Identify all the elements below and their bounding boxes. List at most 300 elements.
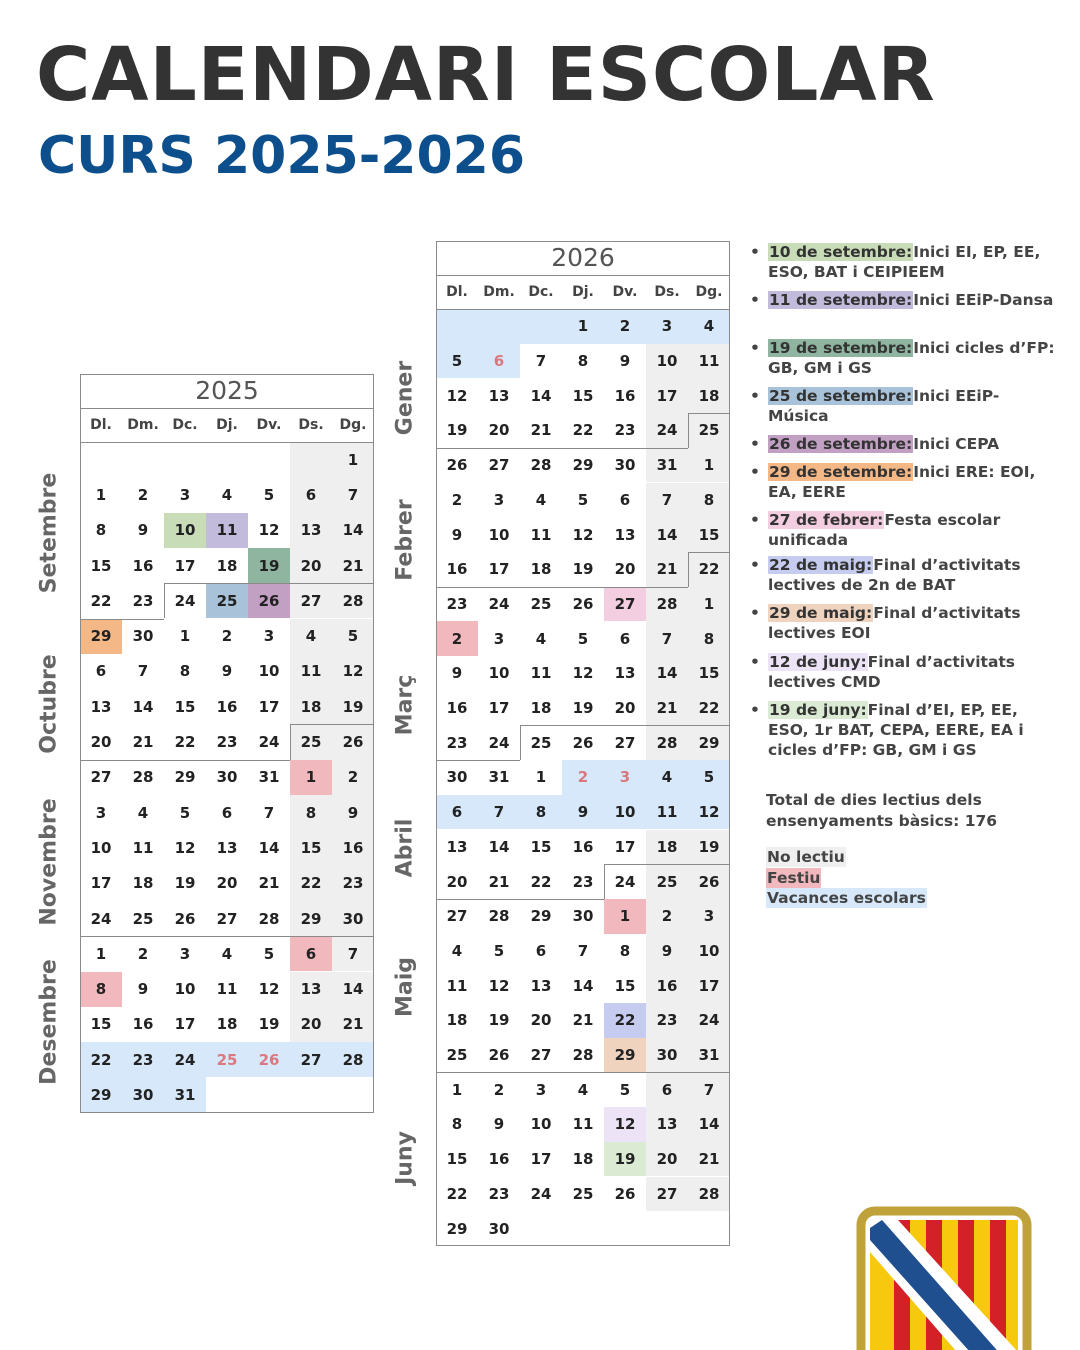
legend-date: 29 de maig: <box>769 604 873 622</box>
month-label: Març <box>392 674 418 736</box>
day-cell: 15 <box>446 1150 468 1169</box>
day-cell: 1 <box>332 442 374 477</box>
day-cell: 22 <box>604 1003 646 1038</box>
day-cell: 10 <box>604 795 646 830</box>
day-cell: 8 <box>688 621 730 656</box>
legend-item <box>748 603 1058 643</box>
legend-item <box>748 242 1058 282</box>
day-cell: 5 <box>493 941 505 960</box>
day-cell: 25 <box>530 594 552 613</box>
day-cell: 22 <box>688 552 730 587</box>
day-cell: 5 <box>577 490 589 509</box>
day-cell: 28 <box>572 1046 594 1065</box>
legend-date: 27 de febrer: <box>769 511 884 529</box>
day-cell: 25 <box>290 724 332 759</box>
day-cell: 27 <box>90 768 112 787</box>
day-cell: 24 <box>646 413 688 448</box>
day-cell: 26 <box>332 724 374 759</box>
day-cell: 12 <box>258 980 280 999</box>
day-cell: 17 <box>258 697 280 716</box>
day-cell: 24 <box>488 594 510 613</box>
day-cell: 8 <box>290 795 332 830</box>
day-cell: 20 <box>446 872 468 891</box>
day-cell: 29 <box>290 901 332 936</box>
day-cell: 13 <box>90 697 112 716</box>
day-cell: 17 <box>174 1015 196 1034</box>
weekday-header: Dj. <box>216 417 238 433</box>
month-label: Abril <box>392 818 418 878</box>
weekday-header: Dj. <box>572 284 594 300</box>
day-cell: 19 <box>572 560 594 579</box>
legend-date: 22 de maig: <box>769 556 873 574</box>
month-divider <box>436 587 688 588</box>
day-cell: 27 <box>488 456 510 475</box>
legend-text: Inici cicles d’FP: GB, GM i GS <box>768 339 1055 377</box>
day-cell: 22 <box>290 866 332 901</box>
day-cell: 16 <box>446 560 468 579</box>
day-cell: 27 <box>290 583 332 618</box>
day-cell: 5 <box>436 344 478 379</box>
page-subtitle: CURS 2025-2026 <box>38 126 526 186</box>
legend-item <box>748 700 1058 760</box>
day-cell: 30 <box>488 1219 510 1238</box>
day-cell: 27 <box>530 1046 552 1065</box>
day-cell: 10 <box>530 1115 552 1134</box>
day-cell: 22 <box>688 691 730 726</box>
day-cell: 4 <box>451 941 463 960</box>
day-cell: 25 <box>446 1046 468 1065</box>
month-divider <box>688 413 730 414</box>
day-cell: 4 <box>290 619 332 654</box>
day-cell: 15 <box>290 830 332 865</box>
day-cell: 19 <box>174 874 196 893</box>
day-cell: 21 <box>132 733 154 752</box>
day-cell: 10 <box>688 934 730 969</box>
day-cell: 25 <box>572 1184 594 1203</box>
day-cell: 25 <box>530 733 552 752</box>
day-cell: 11 <box>530 664 552 683</box>
day-cell: 28 <box>332 1042 374 1077</box>
calendar-year: 2026 <box>551 243 615 272</box>
day-cell: 27 <box>216 909 238 928</box>
day-cell: 25 <box>132 909 154 928</box>
day-cell: 7 <box>332 936 374 971</box>
day-cell: 4 <box>688 309 730 344</box>
day-cell: 13 <box>614 664 636 683</box>
day-cell: 2 <box>604 309 646 344</box>
day-cell: 1 <box>179 627 191 646</box>
day-cell: 8 <box>80 972 122 1007</box>
bullet-icon: • <box>750 463 760 481</box>
weekday-header: Dc. <box>528 284 554 300</box>
month-label: Gener <box>392 360 418 436</box>
day-cell: 3 <box>493 629 505 648</box>
bullet-icon: • <box>750 339 760 357</box>
day-cell: 25 <box>646 864 688 899</box>
day-cell: 30 <box>216 768 238 787</box>
day-cell: 4 <box>646 760 688 795</box>
weekday-header: Dl. <box>446 284 468 300</box>
legend-date: 25 de setembre: <box>769 387 913 405</box>
day-cell: 26 <box>174 909 196 928</box>
day-cell: 5 <box>619 1080 631 1099</box>
month-divider <box>80 760 290 761</box>
key-no-lectiu: No lectiu <box>767 848 845 866</box>
day-cell: 2 <box>646 899 688 934</box>
day-cell: 5 <box>179 803 191 822</box>
day-cell: 11 <box>530 525 552 544</box>
day-cell: 12 <box>488 976 510 995</box>
day-cell: 18 <box>216 556 238 575</box>
day-cell: 20 <box>290 1007 332 1042</box>
day-cell: 23 <box>572 872 594 891</box>
day-cell: 3 <box>179 485 191 504</box>
day-cell: 3 <box>263 627 275 646</box>
day-cell: 17 <box>614 837 636 856</box>
day-cell: 29 <box>688 725 730 760</box>
day-cell: 17 <box>530 1150 552 1169</box>
day-cell: 1 <box>604 899 646 934</box>
day-cell: 12 <box>446 386 468 405</box>
day-cell: 15 <box>90 1015 112 1034</box>
day-cell: 1 <box>451 1080 463 1099</box>
day-cell: 17 <box>90 874 112 893</box>
day-cell: 31 <box>646 448 688 483</box>
page-title: CALENDARI ESCOLAR <box>36 32 936 118</box>
legend-text: Inici EEiP-Música <box>768 387 1000 425</box>
day-cell: 28 <box>646 587 688 622</box>
legend-item <box>748 510 1058 550</box>
month-label: Octubre <box>36 654 62 754</box>
day-cell: 13 <box>290 972 332 1007</box>
day-cell: 9 <box>137 980 149 999</box>
day-cell: 23 <box>132 591 154 610</box>
day-cell: 20 <box>290 548 332 583</box>
day-cell: 21 <box>530 421 552 440</box>
month-label: Setembre <box>36 472 62 594</box>
day-cell: 7 <box>137 662 149 681</box>
bullet-icon: • <box>750 291 760 309</box>
day-cell: 8 <box>451 1115 463 1134</box>
month-label: Maig <box>392 956 418 1018</box>
day-cell: 21 <box>646 552 688 587</box>
day-cell: 24 <box>530 1184 552 1203</box>
day-cell: 16 <box>446 699 468 718</box>
day-cell: 26 <box>572 733 594 752</box>
day-cell: 16 <box>332 830 374 865</box>
weekday-header: Ds. <box>298 417 324 433</box>
legend-text: Inici CEPA <box>913 435 1000 453</box>
day-cell: 30 <box>446 768 468 787</box>
day-cell: 18 <box>646 830 688 865</box>
day-cell: 17 <box>646 378 688 413</box>
calendar-2025 <box>36 374 374 1113</box>
day-cell: 10 <box>488 664 510 683</box>
day-cell: 15 <box>688 656 730 691</box>
day-cell: 14 <box>530 386 552 405</box>
day-cell: 19 <box>258 1015 280 1034</box>
day-cell: 7 <box>478 795 520 830</box>
day-cell: 15 <box>90 556 112 575</box>
legend-date: 11 de setembre: <box>769 291 913 309</box>
day-cell: 18 <box>530 699 552 718</box>
empty-day <box>436 309 478 344</box>
month-divider <box>688 552 689 587</box>
day-cell: 23 <box>446 733 468 752</box>
day-cell: 10 <box>488 525 510 544</box>
day-cell: 26 <box>572 594 594 613</box>
day-cell: 17 <box>488 560 510 579</box>
header-divider <box>436 275 730 276</box>
day-cell: 9 <box>493 1115 505 1134</box>
day-cell: 9 <box>221 662 233 681</box>
header-divider <box>436 309 730 310</box>
day-cell: 21 <box>572 1011 594 1030</box>
day-cell: 19 <box>688 830 730 865</box>
legend-text: Final d’EI, EP, EE, ESO, 1r BAT, CEPA, EERE, EA i cicles d’FP: GB, GM i GS <box>768 701 1024 759</box>
day-cell: 6 <box>535 941 547 960</box>
day-cell: 31 <box>164 1077 206 1112</box>
day-cell: 1 <box>95 485 107 504</box>
day-cell: 3 <box>95 803 107 822</box>
day-cell: 26 <box>248 1042 290 1077</box>
month-divider <box>164 583 165 618</box>
day-cell: 28 <box>530 456 552 475</box>
day-cell: 12 <box>174 838 196 857</box>
weekday-header: Dm. <box>483 284 515 300</box>
day-cell: 23 <box>122 1042 164 1077</box>
day-cell: 28 <box>688 1177 730 1212</box>
day-cell: 16 <box>488 1150 510 1169</box>
month-label: Desembre <box>36 959 62 1085</box>
day-cell: 26 <box>488 1046 510 1065</box>
day-cell: 24 <box>90 909 112 928</box>
day-cell: 9 <box>451 525 463 544</box>
day-cell: 14 <box>332 513 374 548</box>
day-cell: 20 <box>614 560 636 579</box>
day-cell: 21 <box>332 1007 374 1042</box>
day-cell: 28 <box>132 768 154 787</box>
day-cell: 16 <box>646 968 688 1003</box>
day-cell: 7 <box>646 483 688 518</box>
day-cell: 14 <box>132 697 154 716</box>
day-cell: 25 <box>688 413 730 448</box>
day-cell: 11 <box>206 513 248 548</box>
day-cell: 23 <box>332 866 374 901</box>
day-cell: 8 <box>95 521 107 540</box>
bullet-icon: • <box>750 604 760 622</box>
day-cell: 11 <box>446 976 468 995</box>
day-cell: 18 <box>290 689 332 724</box>
day-cell: 22 <box>572 421 594 440</box>
day-cell: 29 <box>446 1219 468 1238</box>
legend-date: 29 de setembre: <box>769 463 913 481</box>
day-cell: 14 <box>488 837 510 856</box>
day-cell: 30 <box>122 1077 164 1112</box>
total-school-days: Total de dies lectius dels ensenyaments bàsics: 176 <box>766 791 998 830</box>
key-festiu: Festiu <box>767 869 821 887</box>
day-cell: 20 <box>90 733 112 752</box>
day-cell: 12 <box>688 795 730 830</box>
day-cell: 25 <box>206 583 248 618</box>
month-divider <box>436 899 604 900</box>
day-cell: 26 <box>446 456 468 475</box>
day-cell: 20 <box>530 1011 552 1030</box>
day-cell: 2 <box>332 760 374 795</box>
weekday-header: Dg. <box>695 284 723 300</box>
day-cell: 10 <box>646 344 688 379</box>
day-cell: 31 <box>258 768 280 787</box>
day-cell: 24 <box>174 591 196 610</box>
day-cell: 19 <box>604 1142 646 1177</box>
day-cell: 16 <box>614 386 636 405</box>
day-cell: 29 <box>80 619 122 654</box>
day-cell: 24 <box>614 872 636 891</box>
legend-text: Inici EEiP-Dansa <box>913 291 1054 309</box>
day-cell: 4 <box>137 803 149 822</box>
day-cell: 15 <box>174 697 196 716</box>
day-cell: 30 <box>646 1038 688 1073</box>
day-cell: 12 <box>572 525 594 544</box>
weekday-header: Dm. <box>127 417 159 433</box>
day-cell: 1 <box>562 309 604 344</box>
bullet-icon: • <box>750 511 760 529</box>
day-cell: 16 <box>216 697 238 716</box>
day-cell: 1 <box>290 760 332 795</box>
bullet-icon: • <box>750 556 760 574</box>
day-cell: 23 <box>646 1003 688 1038</box>
day-cell: 9 <box>451 664 463 683</box>
day-cell: 6 <box>478 344 520 379</box>
day-cell: 30 <box>572 907 594 926</box>
day-cell: 9 <box>332 795 374 830</box>
calendar-2026 <box>392 241 730 1246</box>
day-cell: 4 <box>221 485 233 504</box>
day-cell: 13 <box>488 386 510 405</box>
day-cell: 18 <box>688 378 730 413</box>
day-cell: 8 <box>577 352 589 371</box>
day-cell: 20 <box>614 699 636 718</box>
day-cell: 3 <box>604 760 646 795</box>
day-cell: 21 <box>646 691 688 726</box>
day-cell: 2 <box>451 490 463 509</box>
day-cell: 4 <box>535 629 547 648</box>
day-cell: 6 <box>95 662 107 681</box>
day-cell: 16 <box>132 1015 154 1034</box>
day-cell: 4 <box>577 1080 589 1099</box>
weekday-header: Dv. <box>612 284 638 300</box>
day-cell: 4 <box>221 944 233 963</box>
day-cell: 11 <box>646 795 688 830</box>
day-cell: 4 <box>535 490 547 509</box>
day-cell: 27 <box>290 1042 332 1077</box>
day-cell: 19 <box>446 421 468 440</box>
day-cell: 2 <box>493 1080 505 1099</box>
legend-date: 19 de juny: <box>769 701 867 719</box>
govern-illes-balears-shield-icon <box>856 1206 1032 1350</box>
month-divider <box>290 724 291 759</box>
day-cell: 21 <box>258 874 280 893</box>
month-divider <box>164 583 374 584</box>
day-cell: 11 <box>572 1115 594 1134</box>
day-cell: 29 <box>604 1038 646 1073</box>
day-cell: 26 <box>614 1184 636 1203</box>
day-cell: 14 <box>332 972 374 1007</box>
day-cell: 21 <box>688 1142 730 1177</box>
month-label: Febrer <box>392 499 418 581</box>
key-vacances: Vacances escolars <box>767 889 926 907</box>
day-cell: 27 <box>446 907 468 926</box>
day-cell: 29 <box>530 907 552 926</box>
day-cell: 21 <box>332 548 374 583</box>
day-cell: 3 <box>688 899 730 934</box>
day-cell: 7 <box>577 941 589 960</box>
legend-item <box>748 434 1058 454</box>
day-cell: 13 <box>614 525 636 544</box>
day-cell: 5 <box>263 944 275 963</box>
header-divider <box>80 442 374 443</box>
month-label: Juny <box>392 1131 418 1185</box>
legend-date: 12 de juny: <box>769 653 867 671</box>
day-cell: 27 <box>604 587 646 622</box>
day-cell: 24 <box>688 1003 730 1038</box>
day-cell: 13 <box>290 513 332 548</box>
day-cell: 12 <box>604 1107 646 1142</box>
day-cell: 11 <box>688 344 730 379</box>
day-cell: 26 <box>248 583 290 618</box>
weekday-header: Dl. <box>90 417 112 433</box>
month-divider <box>520 725 730 726</box>
day-cell: 29 <box>80 1077 122 1112</box>
day-cell: 5 <box>263 485 275 504</box>
bullet-icon: • <box>750 653 760 671</box>
day-cell: 19 <box>572 699 594 718</box>
day-cell: 22 <box>90 591 112 610</box>
day-cell: 11 <box>290 654 332 689</box>
day-cell: 26 <box>688 864 730 899</box>
legend-text: Final d’activitats lectives de 2n de BAT <box>768 556 1021 594</box>
month-divider <box>520 725 521 760</box>
calendar-year: 2025 <box>195 376 259 405</box>
day-cell: 27 <box>646 1177 688 1212</box>
day-cell: 10 <box>164 513 206 548</box>
day-cell: 24 <box>488 733 510 752</box>
day-cell: 28 <box>258 909 280 928</box>
empty-day <box>520 309 562 344</box>
legend-item <box>748 338 1058 378</box>
day-cell: 14 <box>646 656 688 691</box>
day-cell: 13 <box>646 1107 688 1142</box>
day-cell: 23 <box>216 733 238 752</box>
day-cell: 1 <box>95 944 107 963</box>
day-cell: 18 <box>572 1150 594 1169</box>
day-cell: 2 <box>221 627 233 646</box>
day-cell: 8 <box>688 483 730 518</box>
day-cell: 20 <box>646 1142 688 1177</box>
day-cell: 12 <box>258 521 280 540</box>
day-cell: 18 <box>216 1015 238 1034</box>
month-divider <box>290 724 374 725</box>
legend-text: Final d’activitats lectives EOI <box>768 604 1021 642</box>
legend-text: Inici EI, EP, EE, ESO, BAT i CEIPIEEM <box>768 243 1041 281</box>
legend-date: 26 de setembre: <box>769 435 913 453</box>
day-cell: 19 <box>332 689 374 724</box>
month-divider <box>604 864 730 865</box>
day-cell: 13 <box>530 976 552 995</box>
day-cell: 3 <box>646 309 688 344</box>
day-cell: 2 <box>137 485 149 504</box>
day-cell: 10 <box>90 838 112 857</box>
